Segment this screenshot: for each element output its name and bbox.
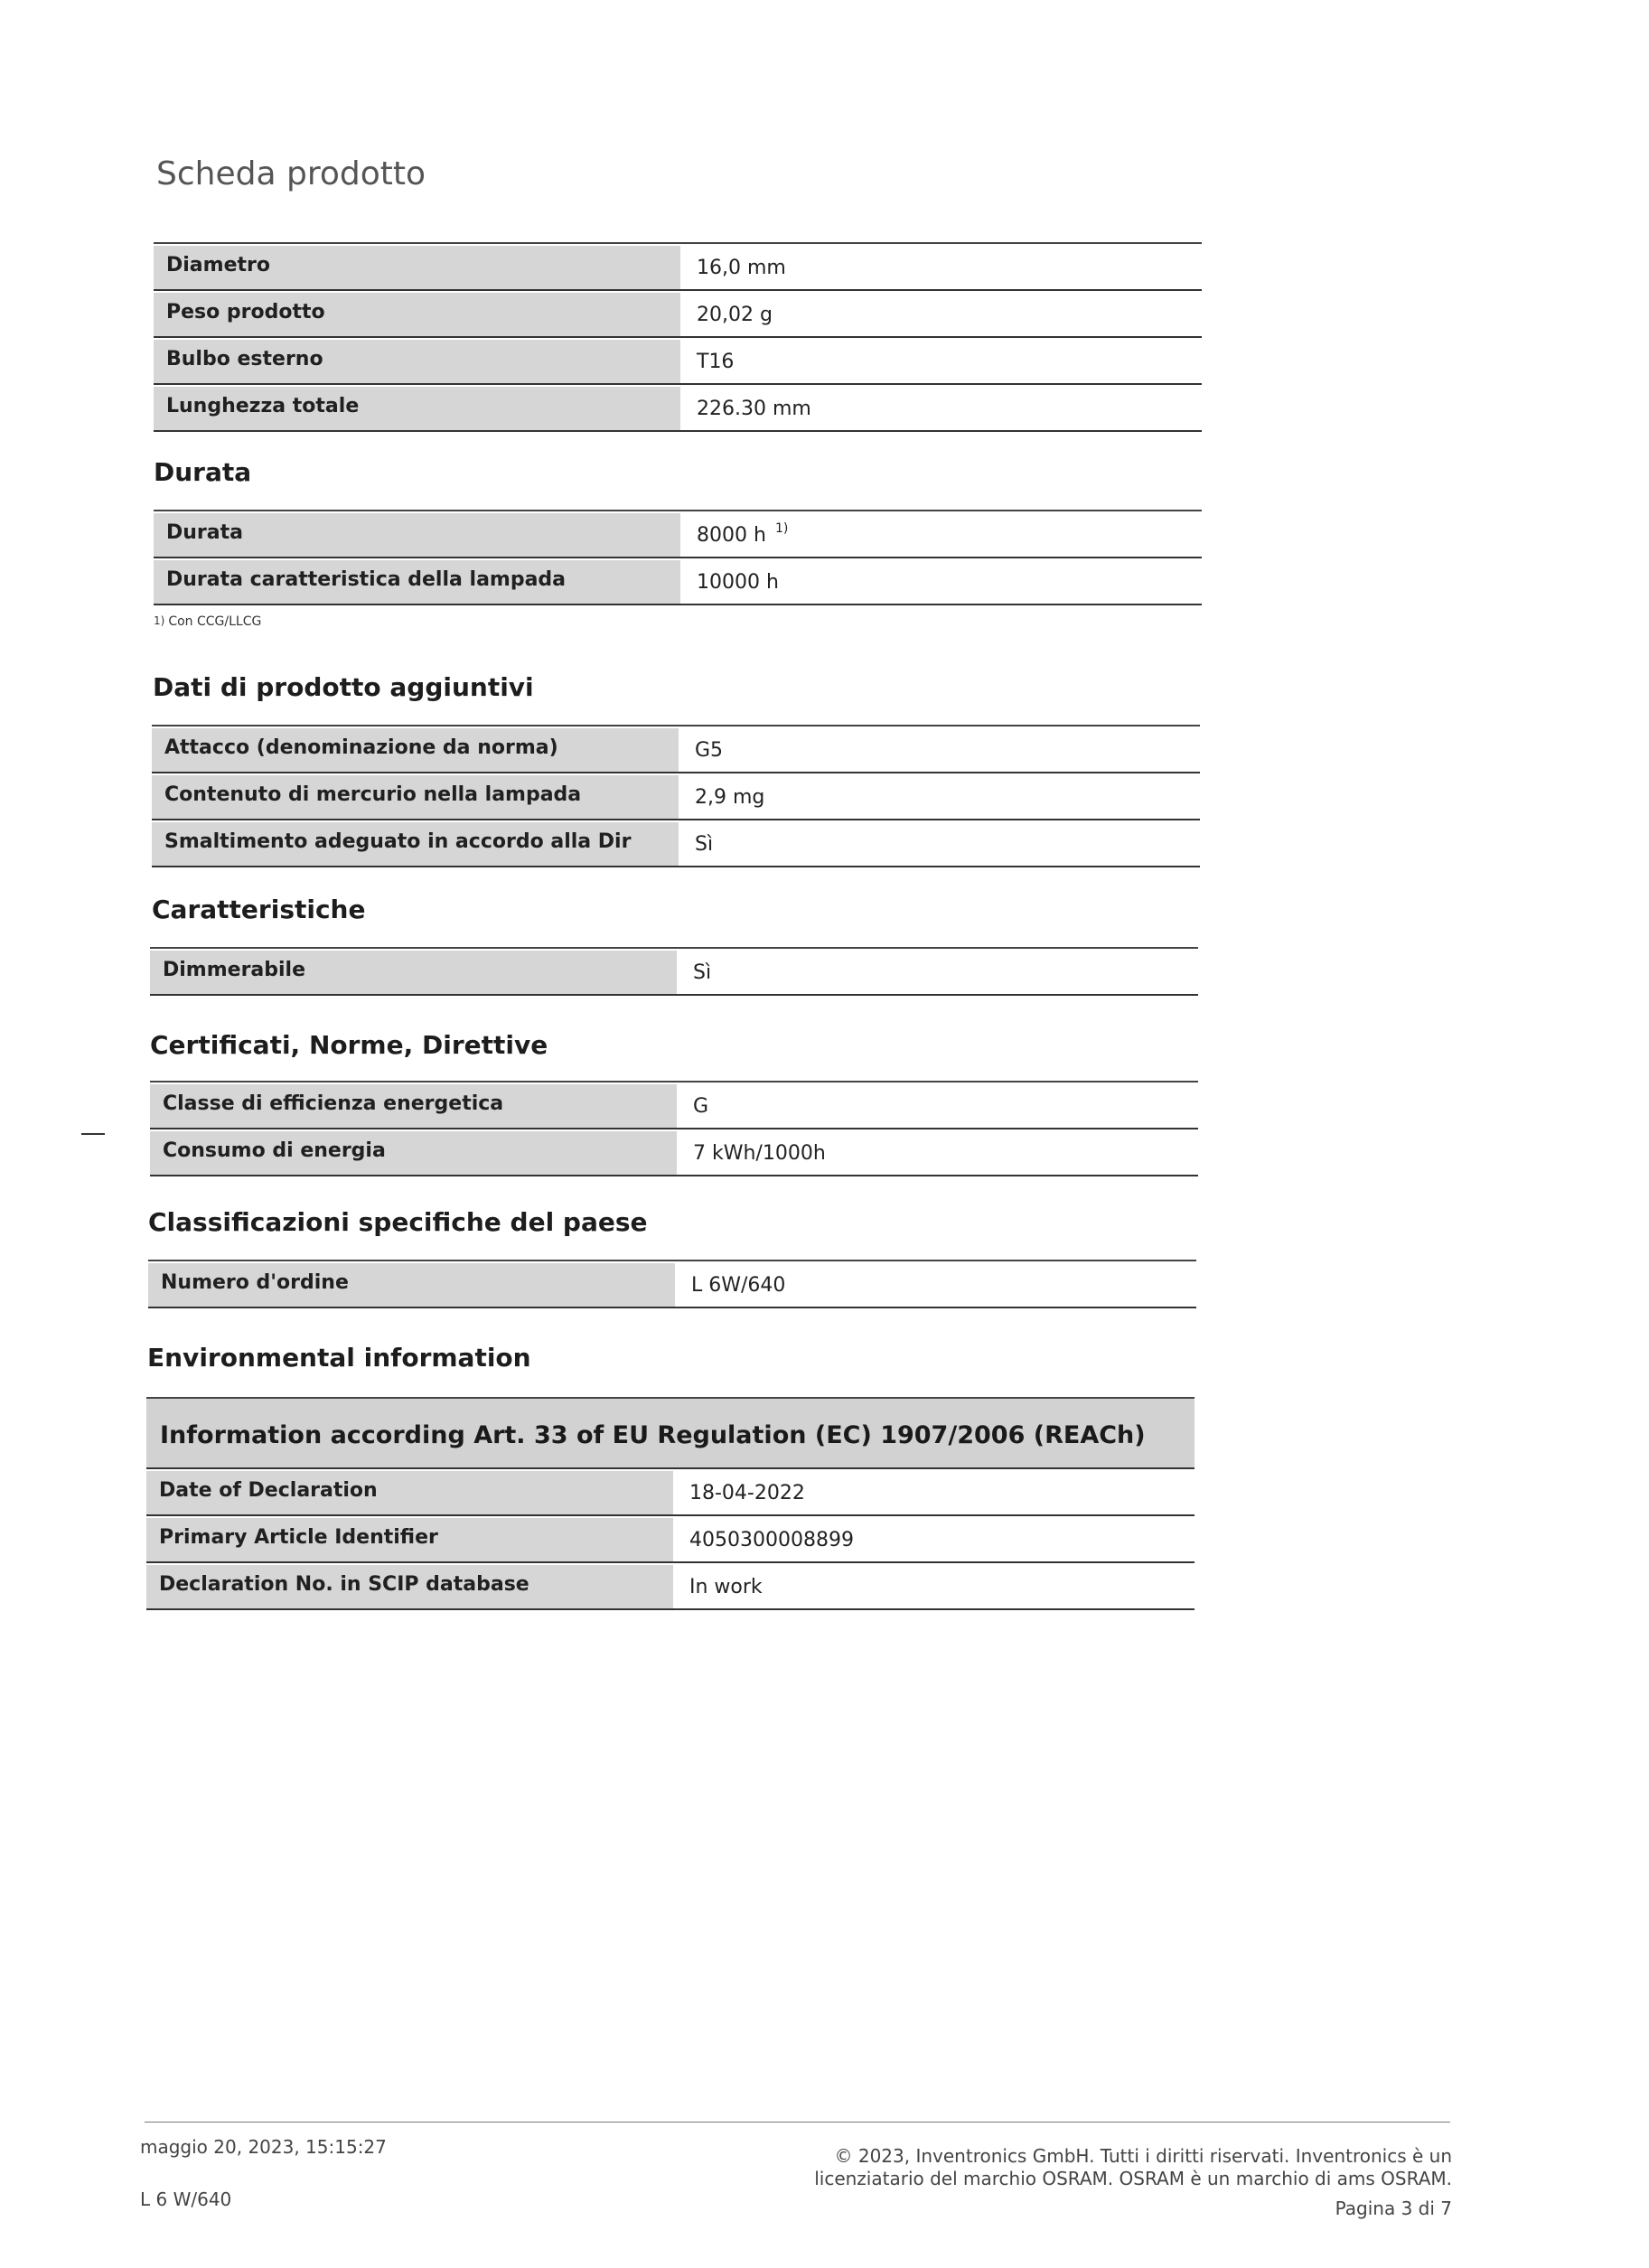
row-label: Attacco (denominazione da norma) bbox=[152, 728, 679, 772]
footnote-text: Con CCG/LLCG bbox=[168, 614, 262, 629]
dimensions-table bbox=[154, 242, 1202, 432]
row-value: 18-04-2022 bbox=[689, 1482, 805, 1504]
table-row bbox=[146, 1471, 1195, 1516]
footer-copyright: © 2023, Inventronics GmbH. Tutti i diritti riservati. Inventronics è un licenziatario del marchio OSRAM. OSRAM è un marchio di ams OSRAM. bbox=[814, 2145, 1452, 2189]
row-label: Bulbo esterno bbox=[154, 340, 680, 383]
row-label: Durata caratteristica della lampada bbox=[154, 560, 680, 604]
section-title-environmental: Environmental information bbox=[147, 1343, 531, 1373]
section-title-certificati: Certificati, Norme, Direttive bbox=[150, 1030, 548, 1060]
table-row bbox=[150, 951, 1198, 996]
table-row bbox=[154, 340, 1202, 385]
caratteristiche-table bbox=[150, 947, 1198, 996]
row-label: Lunghezza totale bbox=[154, 387, 680, 430]
table-row bbox=[150, 1131, 1198, 1176]
row-value: In work bbox=[689, 1576, 763, 1598]
classificazioni-table bbox=[148, 1260, 1196, 1308]
reach-table bbox=[146, 1397, 1195, 1610]
dati-aggiuntivi-table bbox=[152, 725, 1200, 867]
row-value: 226.30 mm bbox=[697, 398, 811, 420]
row-value: 2,9 mg bbox=[695, 786, 765, 809]
table-row bbox=[150, 1084, 1198, 1129]
certificati-table bbox=[150, 1081, 1198, 1176]
row-label: Numero d'ordine bbox=[148, 1263, 675, 1307]
row-label: Consumo di energia bbox=[150, 1131, 677, 1175]
section-title-classificazioni: Classificazioni specifiche del paese bbox=[148, 1207, 648, 1237]
table-row bbox=[152, 822, 1200, 867]
row-value: T16 bbox=[697, 351, 735, 373]
row-value: 10000 h bbox=[697, 571, 779, 594]
table-row bbox=[154, 513, 1202, 558]
table-row bbox=[154, 246, 1202, 291]
row-value: 20,02 g bbox=[697, 304, 773, 326]
reach-table-header: Information according Art. 33 of EU Regulation (EC) 1907/2006 (REACh) bbox=[146, 1399, 1195, 1469]
footer-divider bbox=[145, 2122, 1450, 2123]
row-label: Primary Article Identifier bbox=[146, 1518, 673, 1561]
footer-product-code: L 6 W/640 bbox=[140, 2188, 232, 2210]
margin-mark bbox=[81, 1133, 105, 1135]
table-row bbox=[152, 775, 1200, 820]
row-label: Classe di efficienza energetica bbox=[150, 1084, 677, 1128]
row-value bbox=[680, 513, 1202, 557]
row-value: Sì bbox=[695, 833, 714, 856]
row-label: Date of Declaration bbox=[146, 1471, 673, 1514]
table-row bbox=[152, 728, 1200, 773]
table-row bbox=[148, 1263, 1196, 1308]
footnote-reference: 1) bbox=[774, 521, 789, 536]
footer-date: maggio 20, 2023, 15:15:27 bbox=[140, 2136, 387, 2158]
row-value: G bbox=[693, 1095, 709, 1118]
section-title-durata: Durata bbox=[154, 457, 252, 487]
section-title-dati-aggiuntivi: Dati di prodotto aggiuntivi bbox=[153, 672, 534, 702]
row-label: Diametro bbox=[154, 246, 680, 289]
table-row bbox=[146, 1518, 1195, 1563]
row-label: Dimmerabile bbox=[150, 951, 677, 994]
row-label: Contenuto di mercurio nella lampada bbox=[152, 775, 679, 819]
durata-table bbox=[154, 510, 1202, 605]
value-text: 8000 h bbox=[697, 524, 766, 547]
row-value: Sì bbox=[693, 961, 712, 984]
page-number: Pagina 3 di 7 bbox=[1335, 2198, 1452, 2219]
table-row bbox=[154, 293, 1202, 338]
row-label: Durata bbox=[154, 513, 680, 557]
row-value: L 6W/640 bbox=[691, 1274, 786, 1297]
table-row bbox=[146, 1565, 1195, 1610]
table-row bbox=[154, 387, 1202, 432]
row-value: 4050300008899 bbox=[689, 1529, 854, 1551]
row-label: Smaltimento adeguato in accordo alla Dir bbox=[152, 822, 679, 866]
row-label: Peso prodotto bbox=[154, 293, 680, 336]
row-value: G5 bbox=[695, 739, 724, 762]
row-value: 7 kWh/1000h bbox=[693, 1142, 826, 1165]
page-title: Scheda prodotto bbox=[156, 155, 426, 192]
table-row bbox=[154, 560, 1202, 605]
footnote-mark: 1) bbox=[154, 614, 165, 627]
row-label: Declaration No. in SCIP database bbox=[146, 1565, 673, 1608]
row-value: 16,0 mm bbox=[697, 257, 786, 279]
section-title-caratteristiche: Caratteristiche bbox=[152, 895, 366, 924]
footnote bbox=[154, 614, 261, 629]
